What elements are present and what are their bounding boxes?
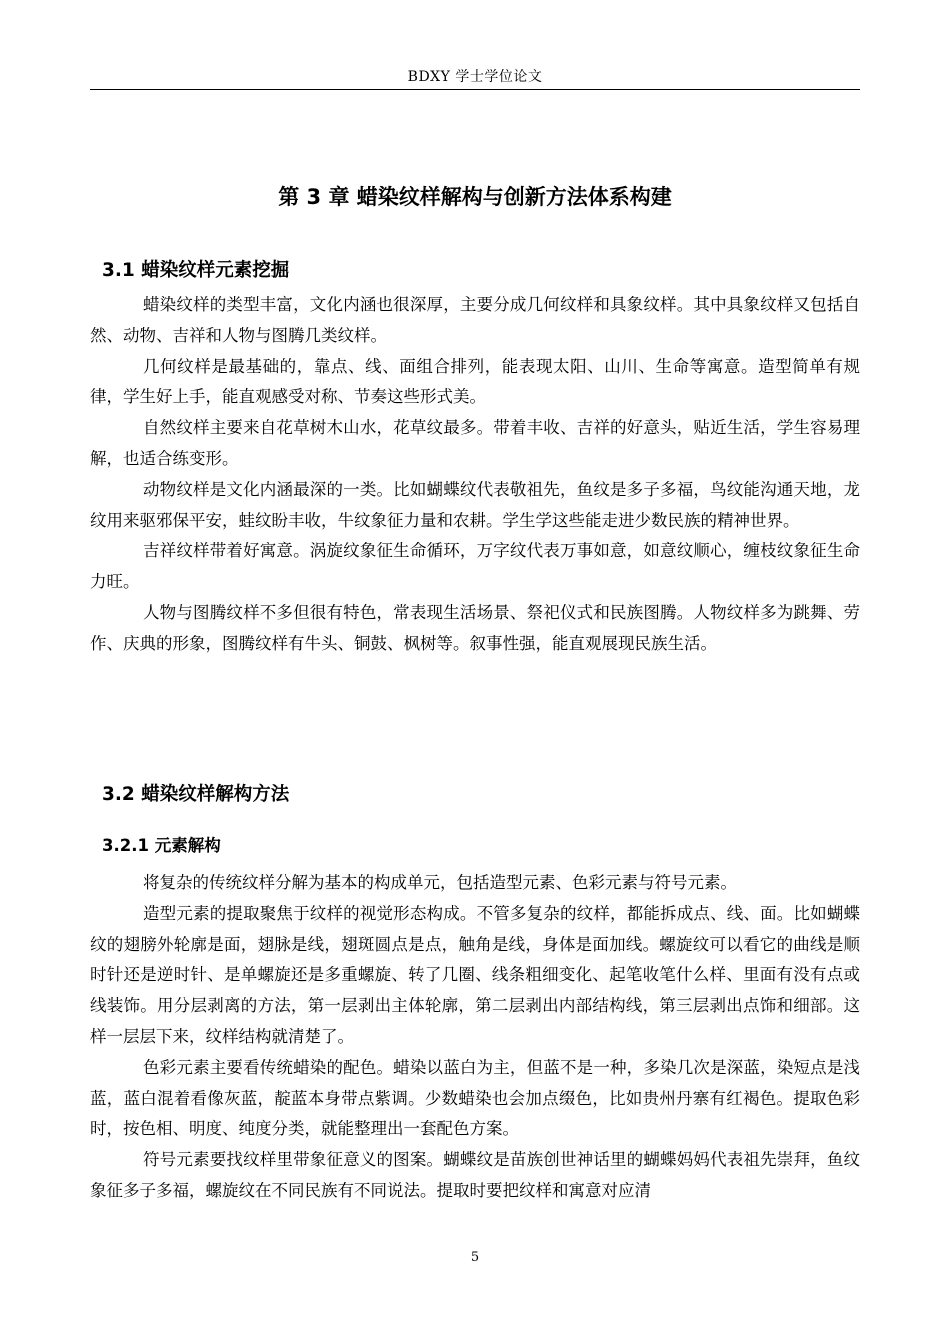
paragraph: 蜡染纹样的类型丰富，文化内涵也很深厚，主要分成几何纹样和具象纹样。其中具象纹样又包括自然、动物、吉祥和人物与图腾几类纹样。: [90, 295, 860, 345]
page-number: 5: [470, 1250, 480, 1265]
paragraph: 造型元素的提取聚焦于纹样的视觉形态构成。不管多复杂的纹样，都能拆成点、线、面。比如蝴蝶纹的翅膀外轮廓是面，翅脉是线，翅斑圆点是点，触角是线，身体是面加线。螺旋纹可以看它的曲线是顺时针还是逆时针、是单螺旋还是多重螺旋、转了几圈、线条粗细变化、起笔收笔什么样、里面有没有点或线装饰。用分层剥离的方法，第一层剥出主体轮廓，第二层剥出内部结构线，第三层剥出点饰和细部。这样一层层下来，纹样结构就清楚了。: [90, 903, 860, 1046]
subsection-3-2-1-body: [90, 868, 860, 1207]
section-heading-3-1: 3.1 蜡染纹样元素挖掘: [102, 260, 290, 281]
running-header: BDXY 学士学位论文: [407, 69, 543, 85]
paragraph: 人物与图腾纹样不多但很有特色，常表现生活场景、祭祀仪式和民族图腾。人物纹样多为跳舞、劳作、庆典的形象，图腾纹样有牛头、铜鼓、枫树等。叙事性强，能直观展现民族生活。: [90, 602, 860, 653]
paragraph: 自然纹样主要来自花草树木山水，花草纹最多。带着丰收、吉祥的好意头，贴近生活，学生容易理解，也适合练变形。: [90, 418, 860, 468]
paragraph: 动物纹样是文化内涵最深的一类。比如蝴蝶纹代表敬祖先，鱼纹是多子多福，鸟纹能沟通天地，龙纹用来驱邪保平安，蛙纹盼丰收，牛纹象征力量和农耕。学生学这些能走进少数民族的精神世界。: [90, 479, 860, 530]
paragraph: 将复杂的传统纹样分解为基本的构成单元，包括造型元素、色彩元素与符号元素。: [143, 873, 737, 892]
section-3-1-body: [90, 290, 860, 660]
subsection-heading-3-2-1: 3.2.1 元素解构: [102, 836, 221, 855]
header-rule: [90, 89, 860, 90]
section-heading-3-2: 3.2 蜡染纹样解构方法: [102, 784, 290, 805]
paragraph: 几何纹样是最基础的，靠点、线、面组合排列，能表现太阳、山川、生命等寓意。造型简单有规律，学生好上手，能直观感受对称、节奏这些形式美。: [90, 356, 860, 407]
paragraph: 符号元素要找纹样里带象征意义的图案。蝴蝶纹是苗族创世神话里的蝴蝶妈妈代表祖先崇拜，鱼纹象征多子多福，螺旋纹在不同民族有不同说法。提取时要把纹样和寓意对应清: [90, 1150, 860, 1200]
paragraph: 色彩元素主要看传统蜡染的配色。蜡染以蓝白为主，但蓝不是一种，多染几次是深蓝，染短点是浅蓝，蓝白混着看像灰蓝，靛蓝本身带点紫调。少数蜡染也会加点缀色，比如贵州丹寨有红褐色。提取色彩时，按色相、明度、纯度分类，就能整理出一套配色方案。: [90, 1057, 860, 1139]
chapter-title: 第 3 章 蜡染纹样解构与创新方法体系构建: [278, 185, 672, 209]
paragraph: 吉祥纹样带着好寓意。涡旋纹象征生命循环，万字纹代表万事如意，如意纹顺心，缠枝纹象征生命力旺。: [90, 541, 860, 592]
